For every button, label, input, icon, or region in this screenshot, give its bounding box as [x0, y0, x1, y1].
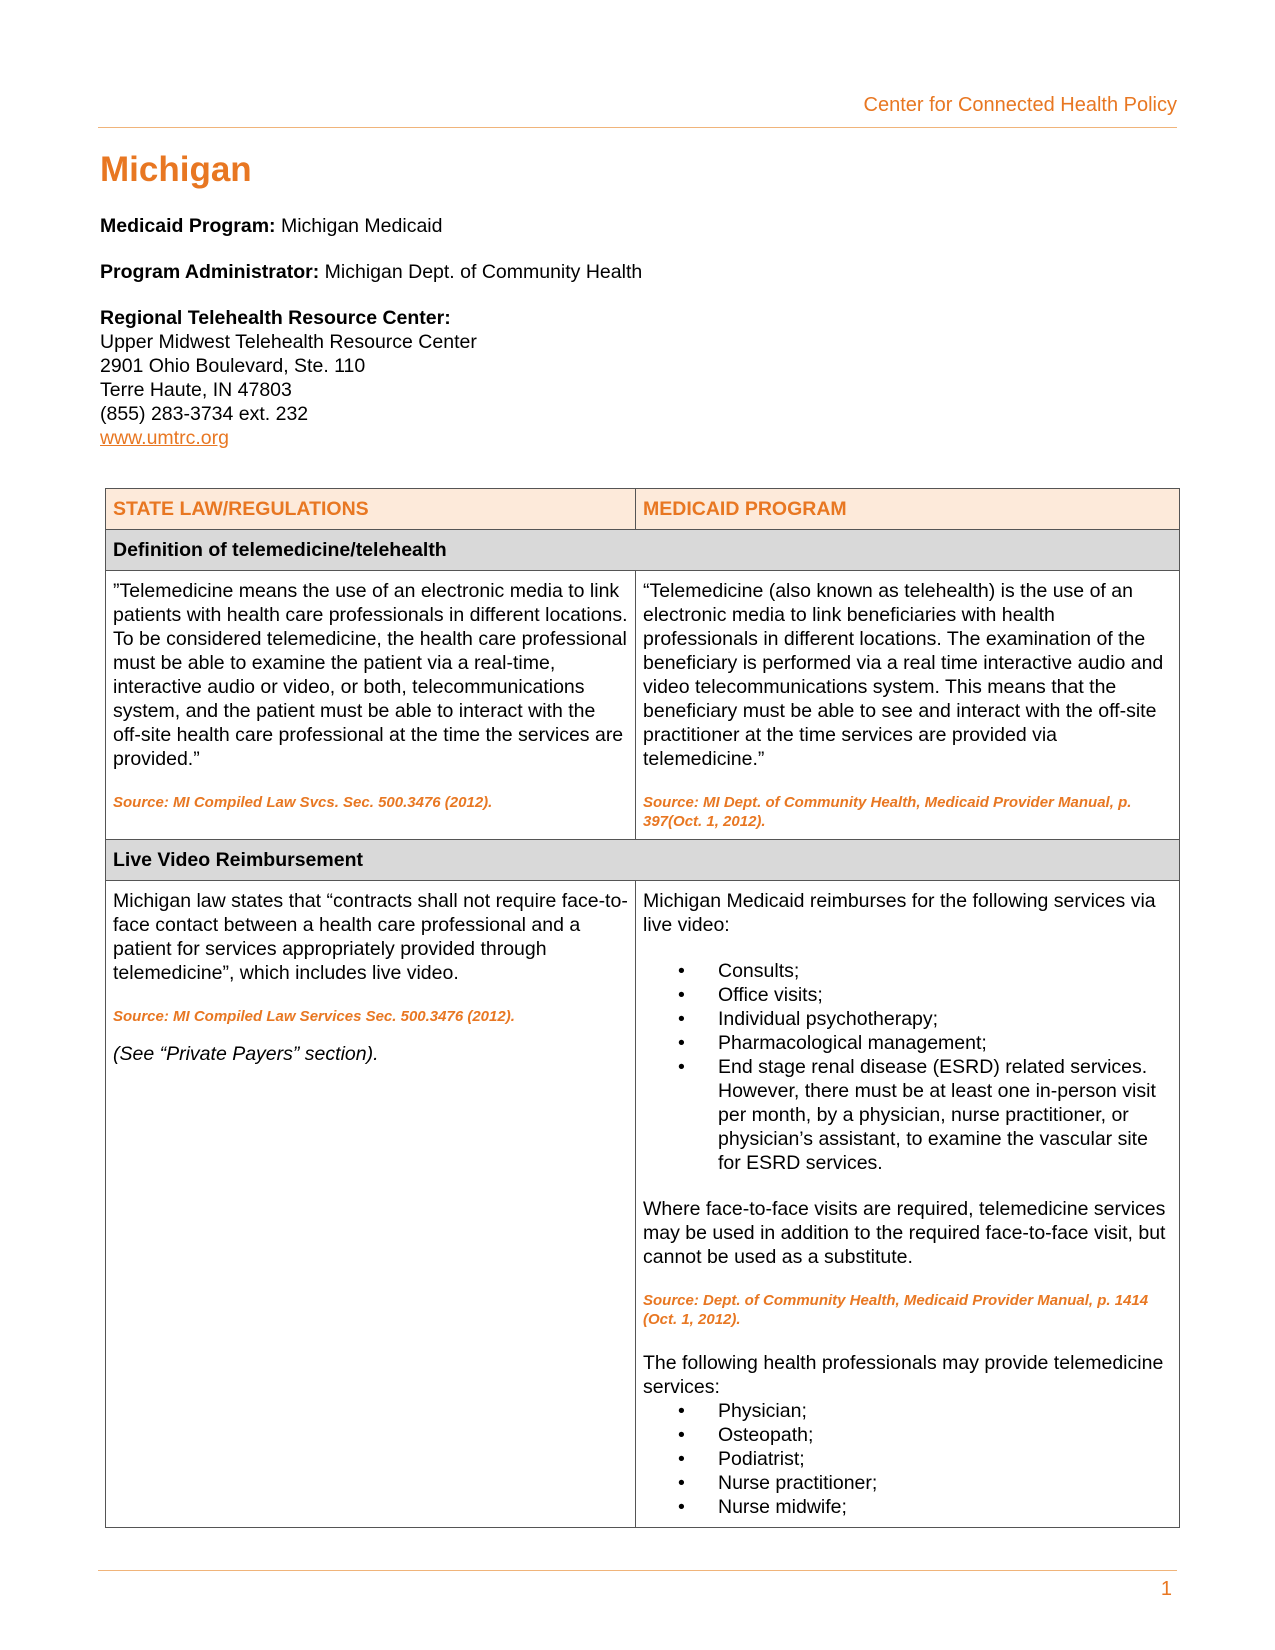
live-video-state-law-source: Source: MI Compiled Law Services Sec. 500.3476 (2012).: [113, 1008, 515, 1025]
resource-center-link[interactable]: www.umtrc.org: [100, 427, 229, 449]
program-administrator-label: Program Administrator:: [100, 261, 320, 283]
medicaid-program-line: [100, 214, 442, 238]
policy-table: [105, 488, 1180, 1528]
table-row: [106, 571, 1180, 840]
covered-services-list: [643, 959, 1172, 1175]
program-administrator-line: [100, 260, 642, 284]
professionals-intro: The following health professionals may provide telemedicine services:: [643, 1352, 1164, 1398]
page-number: 1: [1160, 1578, 1172, 1600]
list-item: • Osteopath;: [643, 1423, 1172, 1447]
live-video-state-law-cell: [106, 881, 636, 1528]
header-rule: [98, 127, 1177, 128]
list-item: • Nurse practitioner;: [643, 1471, 1172, 1495]
list-item: • Nurse midwife;: [643, 1495, 1172, 1519]
list-item: • Consults;: [643, 959, 1172, 983]
live-video-medicaid-cell: [636, 881, 1180, 1528]
resource-center-name: Upper Midwest Telehealth Resource Center: [100, 331, 477, 353]
section-heading-definition: Definition of telemedicine/telehealth: [106, 530, 1180, 571]
resource-center-city: Terre Haute, IN 47803: [100, 379, 292, 401]
column-header-state-law: STATE LAW/REGULATIONS: [106, 489, 636, 530]
table-row: [106, 881, 1180, 1528]
list-item: • Physician;: [643, 1399, 1172, 1423]
definition-medicaid-text: “Telemedicine (also known as telehealth) is the use of an electronic media to link beneficiaries with health professionals in different locations. The examination of the beneficiary is performed via a real time interactive audio and video telecommunications system. This means that the beneficiary must be able to see and interact with the off-site practitioner at the time services are provided via telemedicine.”: [643, 580, 1164, 770]
resource-center-block: [100, 306, 477, 450]
list-item: • Office visits;: [643, 983, 1172, 1007]
table-header-row: [106, 489, 1180, 530]
private-payers-note: (See “Private Payers” section).: [113, 1043, 379, 1065]
face-to-face-note: Where face-to-face visits are required, telemedicine services may be used in addition to the required face-to-face visit, but cannot be used as a substitute.: [643, 1198, 1166, 1268]
list-item: • Podiatrist;: [643, 1447, 1172, 1471]
definition-state-law-cell: [106, 571, 636, 840]
professionals-list: [643, 1399, 1172, 1519]
list-item: • End stage renal disease (ESRD) related services. However, there must be at least one in-person visit per month, by a physician, nurse practitioner, or physician’s assistant, to examine the vascular site for ESRD services.: [643, 1055, 1172, 1175]
list-item: • Individual psychotherapy;: [643, 1007, 1172, 1031]
program-administrator-value: Michigan Dept. of Community Health: [324, 261, 643, 283]
header-organization: Center for Connected Health Policy: [863, 94, 1177, 116]
live-video-state-law-text: Michigan law states that “contracts shall not require face-to-face contact between a health care professional and a patient for services appropriately provided through telemedicine”, which includes live video.: [113, 890, 628, 984]
section-header-row: [106, 840, 1180, 881]
resource-center-street: 2901 Ohio Boulevard, Ste. 110: [100, 355, 366, 377]
column-header-medicaid: MEDICAID PROGRAM: [636, 489, 1180, 530]
resource-center-phone: (855) 283-3734 ext. 232: [100, 403, 309, 425]
live-video-medicaid-source: Source: Dept. of Community Health, Medicaid Provider Manual, p. 1414 (Oct. 1, 2012).: [643, 1292, 1149, 1328]
resource-center-label: Regional Telehealth Resource Center:: [100, 307, 451, 329]
definition-state-law-text: ”Telemedicine means the use of an electronic media to link patients with health care professionals in different locations. To be considered telemedicine, the health care professional must be able to examine the patient via a real-time, interactive audio or video, or both, telecommunications system, and the patient must be able to interact with the off-site health care professional at the time the services are provided.”: [113, 580, 628, 770]
definition-medicaid-cell: [636, 571, 1180, 840]
footer-rule: [98, 1570, 1177, 1571]
medicaid-program-value: Michigan Medicaid: [280, 215, 443, 237]
medicaid-program-label: Medicaid Program:: [100, 215, 276, 237]
live-video-medicaid-intro: Michigan Medicaid reimburses for the following services via live video:: [643, 890, 1156, 936]
definition-state-law-source: Source: MI Compiled Law Svcs. Sec. 500.3476 (2012).: [113, 794, 493, 811]
definition-medicaid-source: Source: MI Dept. of Community Health, Medicaid Provider Manual, p. 397(Oct. 1, 2012).: [643, 794, 1132, 830]
section-header-row: [106, 530, 1180, 571]
section-heading-live-video: Live Video Reimbursement: [106, 840, 1180, 881]
list-item: • Pharmacological management;: [643, 1031, 1172, 1055]
page-title: Michigan: [100, 150, 252, 189]
